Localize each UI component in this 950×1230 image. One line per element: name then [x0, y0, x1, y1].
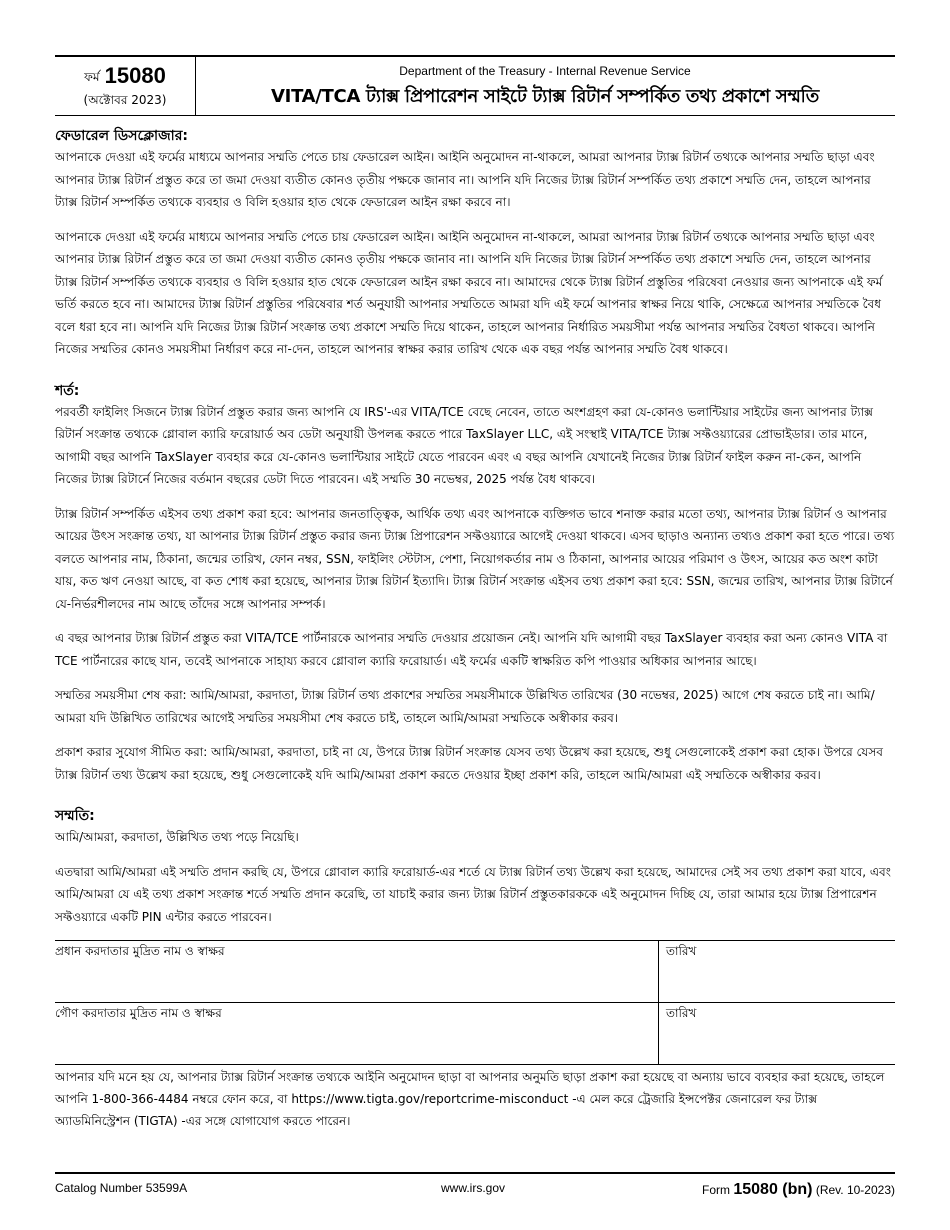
form-title: VITA/TCA ট্যাক্স প্রিপারেশন সাইটে ট্যাক্স রিটার্ন সম্পর্কিত তথ্য প্রকাশে সম্মতি	[271, 86, 819, 107]
form-footer-revision: (Rev. 10-2023)	[815, 1183, 895, 1197]
primary-date-label: তারিখ	[666, 944, 697, 958]
form-number: 15080	[104, 63, 166, 88]
terms-paragraph-4: সম্মতির সময়সীমা শেষ করা: আমি/আমরা, করদাতা, ট্যাক্স রিটার্ন তথ্য প্রকাশের সম্মতির সময়সীমাকে উল্লিখিত তারিখের (30 নভেম্বর, 2025) আগে শেষ করতে চাই না। আমি/আমরা যদি উল্লিখিত তারিখের আগেই সম্মতির সময়সীমা শেষ করতে চাই, তাহলে আমি/আমরা সম্মতিকে অস্বীকার করব।	[55, 688, 875, 725]
form-revision: (অক্টোবর 2023)	[83, 93, 167, 107]
consent-heading: সম্মতি:	[55, 808, 95, 824]
federal-disclosure-heading: ফেডারেল ডিসক্লোজার:	[55, 128, 188, 144]
federal-paragraph-2: আপনাকে দেওয়া এই ফর্মের মাধ্যমে আপনার সম্মতি পেতে চায় ফেডারেল আইন। আইনি অনুমোদন না-থাকলে, আমরা আপনার ট্যাক্স রিটার্ন তথ্যকে আপনার সম্মতি ছাড়া এবং আপনার ট্যাক্স রিটার্ন প্রস্তুত করে তা জমা দেওয়া ব্যতীত কোনও তৃতীয় পক্ষকে জানাব না। আপনি যদি নিজের ট্যাক্স রিটার্ন সম্পর্কিত তথ্য প্রকাশে সম্মতি দেন, তাহলে আপনার ট্যাক্স রিটার্ন সম্পর্কিত তথ্যকে ব্যবহার ও বিলি হওয়ার হাত থেকে ফেডারেল আইন রক্ষা করবে না। আমাদের থেকে ট্যাক্স রিটার্ন প্রস্তুতির পরিষেবা নেওয়ার জন্য আপনাকে এই ফর্ম ভর্তি করতে হবে না। আমাদের ট্যাক্স রিটার্ন প্রস্তুতির পরিষেবার শর্ত অনুযায়ী আপনার সম্মতিতে আমরা যদি এই ফর্মে আপনার স্বাক্ষর নিয়ে থাকি, সেক্ষেত্রে আপনার সম্মতিকে বৈধ বলে ধরা হবে না। আপনি যদি নিজের ট্যাক্স রিটার্ন সংক্রান্ত তথ্য প্রকাশে সম্মতি দিয়ে থাকেন, তাহলে আপনার নির্ধারিত সময়সীমা পর্যন্ত আপনার সম্মতির বৈধতা থাকবে। আপনি নিজের সম্মতির কোনও সময়সীমা নির্ধারণ করে না-দেন, তাহলে আপনার স্বাক্ষর করার তারিখ থেকে এক বছর পর্যন্ত আপনার সম্মতি বৈধ থাকবে।	[55, 229, 883, 356]
terms-heading: শর্ত:	[55, 382, 80, 399]
secondary-signature-row[interactable]	[55, 1003, 895, 1065]
terms-paragraph-3: এ বছর আপনার ট্যাক্স রিটার্ন প্রস্তুত করা VITA/TCE পার্টনারকে আপনার সম্মতি দেওয়ার প্রয়োজন নেই। আপনি যদি আগামী বছর TaxSlayer ব্যবহার করা অন্য কোনও VITA বা TCE পার্টনারের কাছে যান, তবেই আপনাকে সাহায্য করবে গ্লোবাল ক্যারি ফরোয়ার্ড। এই ফর্মের একটি স্বাক্ষরিত কপি পাওয়ার অধিকার আপনার আছে।	[55, 631, 888, 668]
terms-paragraph-1: পরবর্তী ফাইলিং সিজনে ট্যাক্স রিটার্ন প্রস্তুত করার জন্য আপনি যে IRS'-এর VITA/TCE বেছে নেবেন, তাতে অংশগ্রহণ করা যে-কোনও ভলান্টিয়ার সাইটের জন্য আপনার ট্যাক্স রিটার্ন সংক্রান্ত তথ্যকে গ্লোবাল ক্যারি ফরোয়ার্ড অব ডেটা অনুযায়ী উপলব্ধ করতে পারে TaxSlayer LLC, এই সংস্থাই VITA/TCE ট্যাক্স সফ্টওয়্যারের প্রোভাইডার। তার মানে, আগামী বছর আপনি TaxSlayer ব্যবহার করে যে-কোনও ভলান্টিয়ার সাইটে যেতে পারবেন এবং এ বছর আপনি যেখানেই নিজের ট্যাক্স রিটার্ন ফাইল করুন না-কেন, আপনি নিজের ট্যাক্স রিটার্নে নিজের বর্তমান বছরের ডেটা দিতে পারবেন। এই সম্মতি 30 নভেম্বর, 2025 পর্যন্ত বৈধ থাকবে।	[55, 404, 873, 486]
signature-table	[55, 940, 895, 1020]
irs-website-link[interactable]: www.irs.gov	[441, 1181, 506, 1195]
form-footer-number: 15080 (bn)	[733, 1181, 813, 1198]
consent-paragraph-1: আমি/আমরা, করদাতা, উল্লিখিত তথ্য পড়ে নিয়েছি।	[55, 830, 299, 844]
form-header	[55, 57, 895, 116]
form-body	[55, 126, 895, 928]
terms-paragraph-5: প্রকাশ করার সুযোগ সীমিত করা: আমি/আমরা, করদাতা, চাই না যে, উপরে ট্যাক্স রিটার্ন সংক্রান্ত যেসব তথ্য উল্লেখ করা হয়েছে, শুধু সেগুলোকেই প্রকাশ করা হোক। উপরে যেসব ট্যাক্স রিটার্ন তথ্য উল্লেখ করা হয়েছে, শুধু সেগুলোকেই যদি আমি/আমরা প্রকাশ করতে দেওয়ার ইচ্ছা প্রকাশ করি, তাহলে আমি/আমরা এই সম্মতিকে অস্বীকার করব।	[55, 745, 883, 782]
secondary-date-label: তারিখ	[666, 1006, 697, 1020]
tigta-notice: আপনার যদি মনে হয় যে, আপনার ট্যাক্স রিটার্ন সংক্রান্ত তথ্যকে আইনি অনুমোদন ছাড়া বা আপনার অনুমতি ছাড়া প্রকাশ করা হয়েছে বা অন্যায় ভাবে ব্যবহার করা হয়েছে, তাহলে আপনি 1-800-366-4484 নম্বরে ফোন করে, বা https://www.tigta.gov/reportcrime-misconduct -এ মেল করে ট্রেজারি ইন্সপেক্টর জেনারেল ফর ট্যাক্স অ্যাডমিনিস্ট্রেশন (TIGTA) -এর সঙ্গে যোগাযোগ করতে পারেন।	[55, 1070, 885, 1128]
catalog-number: Catalog Number 53599A	[55, 1181, 188, 1195]
form-identifier	[55, 57, 196, 115]
column-divider	[658, 1003, 659, 1064]
federal-paragraph-1: আপনাকে দেওয়া এই ফর্মের মাধ্যমে আপনার সম্মতি পেতে চায় ফেডারেল আইন। আইনি অনুমোদন না-থাকলে, আমরা আপনার ট্যাক্স রিটার্ন তথ্যকে আপনার সম্মতি ছাড়া এবং আপনার ট্যাক্স রিটার্ন প্রস্তুত করে তা জমা দেওয়া ব্যতীত কোনও তৃতীয় পক্ষকে জানাব না। আপনি যদি নিজের ট্যাক্স রিটার্ন সম্পর্কিত তথ্য প্রকাশে সম্মতি দেন, তাহলে আপনার ট্যাক্স রিটার্ন সম্পর্কিত তথ্যকে ব্যবহার ও বিলি হওয়ার হাত থেকে ফেডারেল আইন রক্ষা করবে না।	[55, 150, 875, 209]
primary-signature-row[interactable]	[55, 941, 895, 1003]
form-label: ফর্ম	[84, 70, 100, 84]
primary-signature-label: প্রধান করদাতার মুদ্রিত নাম ও স্বাক্ষর	[55, 944, 225, 958]
agency-name: Department of the Treasury - Internal Revenue Service	[399, 64, 691, 78]
terms-paragraph-2: ট্যাক্স রিটার্ন সম্পর্কিত এইসব তথ্য প্রকাশ করা হবে: আপনার জনতাত্ত্বিক, আর্থিক তথ্য এবং আপনাকে ব্যক্তিগত ভাবে শনাক্ত করার মতো তথ্য, আপনার ট্যাক্স রিটার্ন ও আপনার আয়ের উৎস সংক্রান্ত তথ্য, যা আপনার ট্যাক্স রিটার্ন প্রস্তুত করার জন্য ট্যাক্স প্রিপারেশন সফ্টওয়্যারে আগেই দেওয়া থাকবে। এসব ছাড়াও অন্যান্য তথ্যও প্রকাশ করা হতে পারে। তথ্য বলতে আপনার নাম, ঠিকানা, জন্মের তারিখ, ফোন নম্বর, SSN, ফাইলিং স্টেটাস, পেশা, নিয়োগকর্তার নাম ও ঠিকানা, আপনার আয়ের পরিমাণ ও উৎস, আয়ের কত অংশ কাটা যায়, কত ঋণ নেওয়া আছে, বা কত শোধ করা হয়েছে, আপনার ট্যাক্স রিটার্ন ইত্যাদি। ট্যাক্স রিটার্ন সংক্রান্ত এইসব তথ্য প্রকাশ করা হবে: SSN, জন্মের তারিখ, আপনার ট্যাক্স রিটার্নে যে-নির্ভরশীলদের নাম আছে তাঁদের সঙ্গে আপনার সম্পর্ক।	[55, 506, 895, 611]
form-prefix: Form	[702, 1183, 731, 1197]
bottom-rule	[55, 1172, 895, 1174]
secondary-signature-label: গৌণ করদাতার মুদ্রিত নাম ও স্বাক্ষর	[55, 1006, 222, 1020]
form-footer-id	[702, 1181, 895, 1199]
consent-paragraph-2: এতদ্বারা আমি/আমরা এই সম্মতি প্রদান করছি যে, উপরে গ্লোবাল ক্যারি ফরোয়ার্ড-এর শর্তে যে ট্যাক্স রিটার্ন তথ্য উল্লেখ করা হয়েছে, আমাদের সেই সব তথ্য প্রকাশ করা যাবে, এবং আমি/আমরা যে এই তথ্য প্রকাশ সংক্রান্ত শর্তে সম্মতি প্রদান করেছি, তা যাচাই করার জন্য ট্যাক্স রিটার্ন প্রস্তুতকারককে এই অনুমোদন দিচ্ছি যে, তারা আমার হয়ে ট্যাক্স প্রিপারেশন সফ্টওয়্যারে একটি PIN এন্টার করতে পারবেন।	[55, 864, 891, 924]
column-divider	[658, 941, 659, 1002]
